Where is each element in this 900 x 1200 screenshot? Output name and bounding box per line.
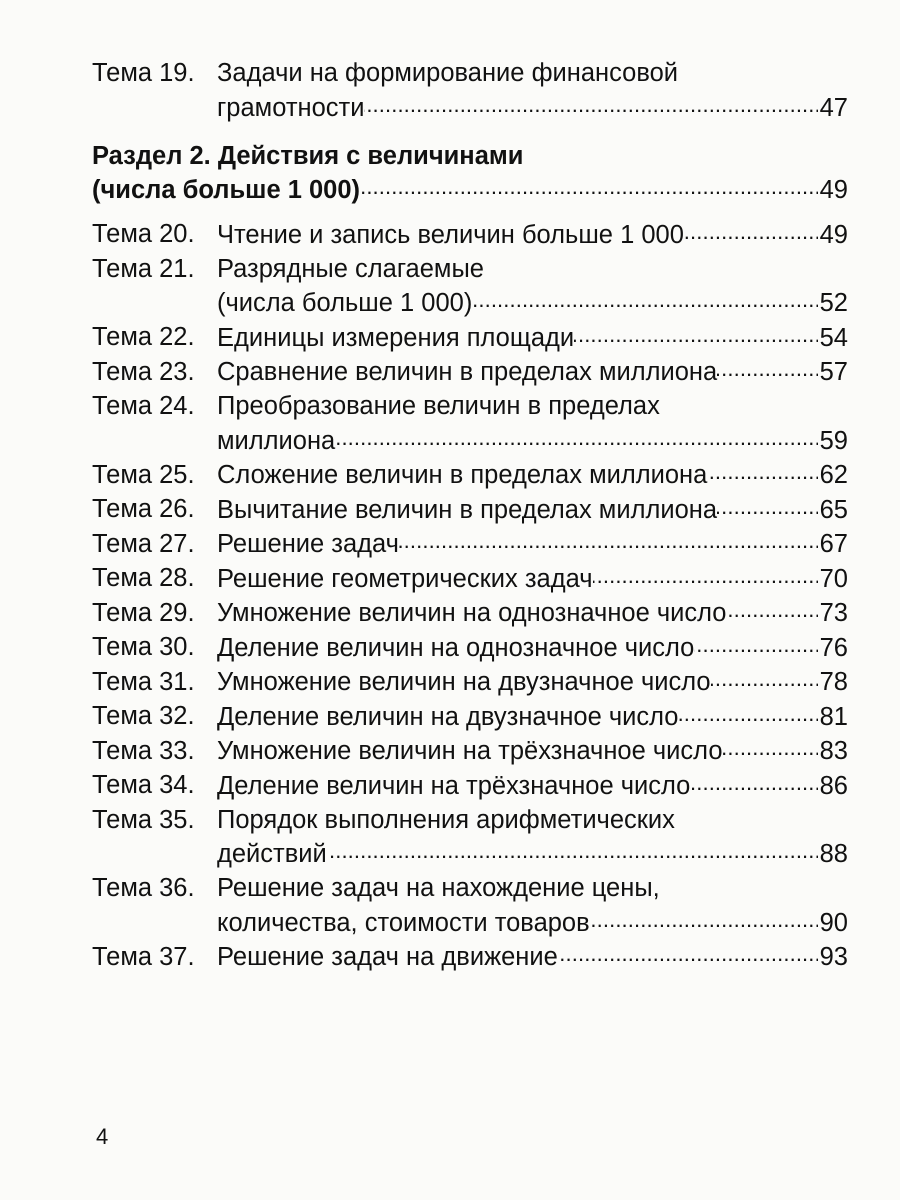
dot-leader <box>684 217 818 243</box>
topic-title <box>217 492 848 527</box>
toc-entry <box>92 596 848 631</box>
topic-number: Тема 25. <box>92 460 195 489</box>
topic-page-number: 54 <box>819 323 848 352</box>
topic-page-number: 88 <box>819 840 848 868</box>
toc-entry <box>92 527 848 562</box>
topic-page-number: 59 <box>819 426 848 455</box>
topic-title-last-line <box>217 90 848 125</box>
dot-leader <box>690 768 817 794</box>
toc-entry <box>92 217 848 252</box>
toc-entry <box>92 561 848 596</box>
dot-leader <box>678 699 817 725</box>
toc-entry <box>92 630 848 665</box>
topic-number: Тема 28. <box>92 564 195 592</box>
topic-title-line: Преобразование величин в пределах <box>217 392 660 420</box>
topic-number: Тема 27. <box>92 529 195 558</box>
dot-leader <box>694 630 817 656</box>
topic-page-number: 62 <box>819 461 848 489</box>
topic-title <box>217 665 848 700</box>
toc-entry <box>92 252 848 321</box>
topic-page-number: 90 <box>819 908 848 937</box>
section-page-number: 49 <box>819 176 848 204</box>
topic-number: Тема 31. <box>92 667 195 696</box>
topic-title-text: действий <box>217 840 327 868</box>
topic-title-last-line <box>217 217 848 252</box>
topic-number: Тема 33. <box>92 736 195 765</box>
toc-entry <box>92 699 848 734</box>
dot-leader <box>717 492 818 518</box>
dot-leader <box>327 837 818 863</box>
topic-page-number: 70 <box>819 564 848 593</box>
dot-leader <box>726 596 817 622</box>
topic-page-number: 93 <box>819 943 848 971</box>
topic-title <box>217 217 848 252</box>
topic-title <box>217 940 848 975</box>
section-heading <box>92 139 848 208</box>
toc-entry <box>92 492 848 527</box>
topic-page-number: 83 <box>819 737 848 765</box>
topic-title <box>217 252 848 321</box>
topic-title <box>217 596 848 631</box>
topic-title <box>217 355 848 390</box>
topic-number: Тема 32. <box>92 702 195 730</box>
topic-number: Тема 22. <box>92 323 195 351</box>
topic-number: Тема 30. <box>92 633 195 661</box>
topic-title-last-line <box>217 286 848 321</box>
topic-title-text: Решение задач на движение <box>217 943 558 971</box>
topic-title-text: Деление величин на трёхзначное число <box>217 771 691 800</box>
topic-title-last-line <box>217 768 848 803</box>
toc-entry <box>92 320 848 355</box>
topic-title <box>217 871 848 940</box>
section-title-subtitle: (числа больше 1 000) <box>92 176 361 204</box>
topic-title-text: Вычитание величин в пределах миллиона <box>217 495 718 524</box>
toc-entry <box>92 803 848 872</box>
topic-number: Тема 36. <box>92 874 195 902</box>
topic-title-last-line <box>217 423 848 458</box>
topic-title-last-line <box>217 492 848 527</box>
toc-entry <box>92 56 848 125</box>
topic-title-text: Умножение величин на двузначное число <box>217 668 711 696</box>
topic-title <box>217 803 848 872</box>
section-title-last-line <box>92 173 848 208</box>
dot-leader <box>707 458 817 484</box>
topic-title-line: Порядок выполнения арифметических <box>217 805 675 834</box>
topic-title-text: количества, стоимости товаров <box>217 908 590 937</box>
topic-title-line: Решение задач на нахождение цены, <box>217 874 660 902</box>
topic-title-last-line <box>217 561 848 596</box>
topic-number: Тема 26. <box>92 495 195 523</box>
topic-title-last-line <box>217 734 848 769</box>
topic-title <box>217 630 848 665</box>
topic-title-last-line <box>217 596 848 631</box>
dot-leader <box>360 173 818 199</box>
topic-title-text: Деление величин на двузначное число <box>217 702 679 731</box>
topic-title-text: Сложение величин в пределах миллиона <box>217 461 708 489</box>
topic-title-last-line <box>217 837 848 872</box>
topic-title-text: Чтение и запись величин больше 1 000 <box>217 220 684 249</box>
topic-page-number: 65 <box>819 495 848 524</box>
topic-number: Тема 19. <box>92 59 195 87</box>
topic-number: Тема 37. <box>92 942 195 971</box>
topic-number: Тема 20. <box>92 220 195 248</box>
dot-leader <box>558 940 818 966</box>
topic-title-last-line <box>217 940 848 975</box>
dot-leader <box>364 90 817 116</box>
topic-page-number: 67 <box>819 530 848 558</box>
topic-page-number: 57 <box>819 358 848 386</box>
toc-entry <box>92 389 848 458</box>
topic-number: Тема 34. <box>92 771 195 799</box>
topic-title-text: миллиона <box>217 426 336 455</box>
topic-title-text: грамотности <box>217 93 365 122</box>
toc-entry <box>92 871 848 940</box>
topic-page-number: 86 <box>819 771 848 800</box>
topic-title <box>217 734 848 769</box>
dot-leader <box>711 665 818 691</box>
topic-number: Тема 23. <box>92 357 195 386</box>
topic-title <box>217 320 848 355</box>
toc-entry <box>92 355 848 390</box>
topic-title-last-line <box>217 355 848 390</box>
dot-leader <box>574 320 817 346</box>
topic-page-number: 78 <box>819 668 848 696</box>
toc-entry <box>92 768 848 803</box>
topic-title <box>217 768 848 803</box>
section-title-line: Раздел 2. Действия с величинами <box>92 141 524 170</box>
dot-leader <box>399 527 818 553</box>
topic-title-text: Решение задач <box>217 530 399 558</box>
topic-title-last-line <box>217 665 848 700</box>
topic-title-text: Умножение величин на однозначное число <box>217 599 727 627</box>
toc-entry <box>92 734 848 769</box>
topic-title-last-line <box>217 905 848 940</box>
toc-entry <box>92 458 848 493</box>
dot-leader <box>723 734 818 760</box>
topic-page-number: 49 <box>819 220 848 249</box>
topic-title <box>217 389 848 458</box>
topic-page-number: 76 <box>819 633 848 662</box>
topic-number: Тема 29. <box>92 598 195 627</box>
topic-number: Тема 35. <box>92 805 195 834</box>
topic-title-text: Деление величин на однозначное число <box>217 633 695 662</box>
toc-entry <box>92 940 848 975</box>
dot-leader <box>717 355 817 381</box>
dot-leader <box>593 561 818 587</box>
topic-page-number: 52 <box>819 289 848 317</box>
dot-leader <box>472 286 817 312</box>
toc-entry <box>92 665 848 700</box>
topic-title <box>217 699 848 734</box>
topic-title <box>217 56 848 125</box>
topic-title-line: Задачи на формирование финансовой <box>217 59 679 87</box>
topic-number: Тема 24. <box>92 392 195 420</box>
dot-leader <box>590 905 818 931</box>
entries-after-section <box>92 217 848 974</box>
topic-title-text: Умножение величин на трёхзначное число <box>217 737 723 765</box>
topic-title-last-line <box>217 458 848 493</box>
topic-title <box>217 527 848 562</box>
topic-page-number: 47 <box>819 93 848 122</box>
dot-leader <box>335 423 817 449</box>
topic-title-last-line <box>217 699 848 734</box>
topic-title <box>217 458 848 493</box>
topic-title <box>217 561 848 596</box>
topic-title-text: Сравнение величин в пределах миллиона <box>217 358 718 386</box>
topic-title-line: Разрядные слагаемые <box>217 254 484 283</box>
topic-title-text: (числа больше 1 000) <box>217 289 473 317</box>
topic-title-last-line <box>217 320 848 355</box>
topic-title-last-line <box>217 630 848 665</box>
topic-title-last-line <box>217 527 848 562</box>
page-number: 4 <box>96 1124 109 1149</box>
topic-page-number: 81 <box>819 702 848 731</box>
topic-page-number: 73 <box>819 599 848 627</box>
table-of-contents <box>92 56 848 974</box>
topic-title-text: Решение геометрических задач <box>217 564 593 593</box>
topic-number: Тема 21. <box>92 254 195 283</box>
topic-title-text: Единицы измерения площади <box>217 323 575 352</box>
entries-before-section <box>92 56 848 125</box>
